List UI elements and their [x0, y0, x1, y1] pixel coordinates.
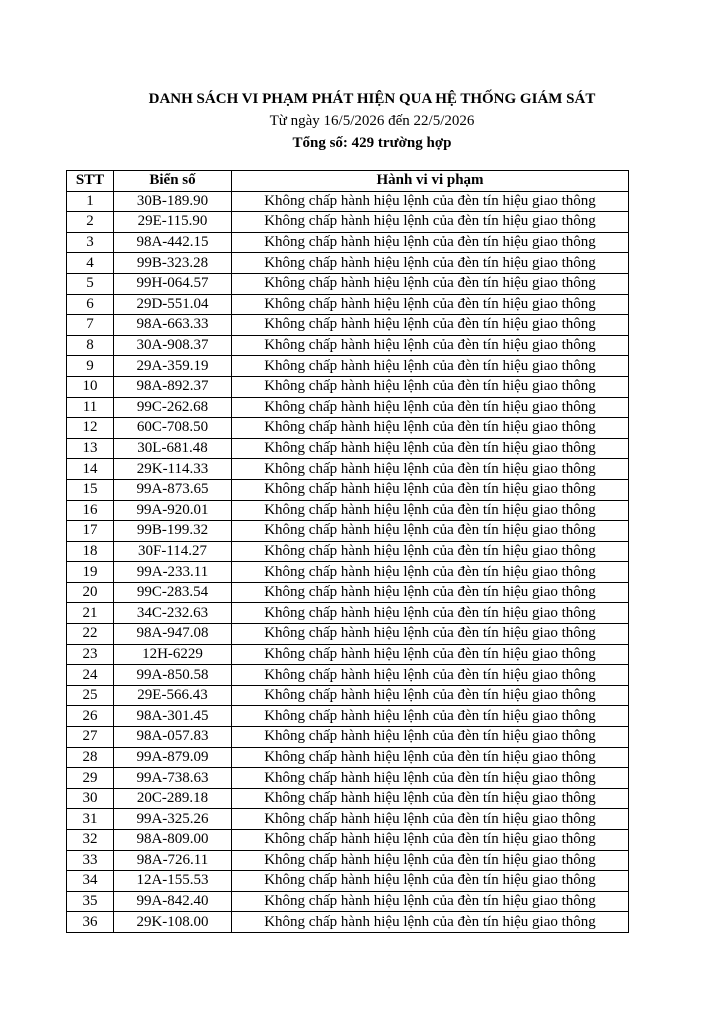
- table-header-row: [67, 171, 629, 192]
- cell-stt: 34: [67, 871, 114, 892]
- cell-plate: 60C-708.50: [114, 418, 232, 439]
- cell-plate: 98A-947.08: [114, 624, 232, 645]
- document-header: [0, 88, 724, 154]
- cell-violation: Không chấp hành hiệu lệnh của đèn tín hiệu giao thông: [232, 438, 629, 459]
- cell-stt: 17: [67, 521, 114, 542]
- cell-violation: Không chấp hành hiệu lệnh của đèn tín hiệu giao thông: [232, 644, 629, 665]
- cell-stt: 4: [67, 253, 114, 274]
- cell-plate: 99C-262.68: [114, 397, 232, 418]
- cell-violation: Không chấp hành hiệu lệnh của đèn tín hiệu giao thông: [232, 603, 629, 624]
- cell-violation: Không chấp hành hiệu lệnh của đèn tín hiệu giao thông: [232, 871, 629, 892]
- table-row: [67, 315, 629, 336]
- cell-plate: 29D-551.04: [114, 294, 232, 315]
- cell-violation: Không chấp hành hiệu lệnh của đèn tín hiệu giao thông: [232, 809, 629, 830]
- total-count: Tổng số: 429 trường hợp: [292, 135, 452, 151]
- cell-stt: 22: [67, 624, 114, 645]
- cell-plate: 29K-114.33: [114, 459, 232, 480]
- cell-stt: 35: [67, 891, 114, 912]
- cell-stt: 21: [67, 603, 114, 624]
- cell-stt: 5: [67, 273, 114, 294]
- cell-plate: 20C-289.18: [114, 788, 232, 809]
- cell-plate: 12A-155.53: [114, 871, 232, 892]
- cell-violation: Không chấp hành hiệu lệnh của đèn tín hiệu giao thông: [232, 294, 629, 315]
- cell-stt: 27: [67, 727, 114, 748]
- cell-stt: 23: [67, 644, 114, 665]
- column-header-stt: STT: [67, 171, 114, 192]
- cell-stt: 19: [67, 562, 114, 583]
- cell-violation: Không chấp hành hiệu lệnh của đèn tín hiệu giao thông: [232, 891, 629, 912]
- table-row: [67, 644, 629, 665]
- cell-plate: 99A-738.63: [114, 768, 232, 789]
- cell-plate: 99A-879.09: [114, 747, 232, 768]
- table-row: [67, 212, 629, 233]
- cell-violation: Không chấp hành hiệu lệnh của đèn tín hiệu giao thông: [232, 912, 629, 933]
- cell-violation: Không chấp hành hiệu lệnh của đèn tín hiệu giao thông: [232, 850, 629, 871]
- cell-plate: 98A-892.37: [114, 376, 232, 397]
- table-row: [67, 912, 629, 933]
- cell-plate: 99A-873.65: [114, 479, 232, 500]
- cell-violation: Không chấp hành hiệu lệnh của đèn tín hiệu giao thông: [232, 521, 629, 542]
- cell-violation: Không chấp hành hiệu lệnh của đèn tín hiệu giao thông: [232, 624, 629, 645]
- cell-stt: 7: [67, 315, 114, 336]
- cell-stt: 6: [67, 294, 114, 315]
- table-row: [67, 562, 629, 583]
- cell-plate: 34C-232.63: [114, 603, 232, 624]
- cell-stt: 15: [67, 479, 114, 500]
- cell-plate: 30F-114.27: [114, 541, 232, 562]
- cell-stt: 16: [67, 500, 114, 521]
- table-row: [67, 768, 629, 789]
- cell-plate: 29A-359.19: [114, 356, 232, 377]
- cell-stt: 33: [67, 850, 114, 871]
- table-row: [67, 335, 629, 356]
- cell-violation: Không chấp hành hiệu lệnh của đèn tín hiệu giao thông: [232, 665, 629, 686]
- cell-stt: 18: [67, 541, 114, 562]
- cell-violation: Không chấp hành hiệu lệnh của đèn tín hiệu giao thông: [232, 212, 629, 233]
- cell-violation: Không chấp hành hiệu lệnh của đèn tín hiệu giao thông: [232, 191, 629, 212]
- column-header-plate: Biển số: [114, 171, 232, 192]
- table-row: [67, 459, 629, 480]
- cell-stt: 24: [67, 665, 114, 686]
- cell-violation: Không chấp hành hiệu lệnh của đèn tín hiệu giao thông: [232, 768, 629, 789]
- cell-violation: Không chấp hành hiệu lệnh của đèn tín hiệu giao thông: [232, 315, 629, 336]
- document-title: DANH SÁCH VI PHẠM PHÁT HIỆN QUA HỆ THỐNG GIÁM SÁT: [148, 91, 596, 107]
- cell-violation: Không chấp hành hiệu lệnh của đèn tín hiệu giao thông: [232, 273, 629, 294]
- table-row: [67, 253, 629, 274]
- cell-stt: 29: [67, 768, 114, 789]
- cell-violation: Không chấp hành hiệu lệnh của đèn tín hiệu giao thông: [232, 727, 629, 748]
- cell-stt: 14: [67, 459, 114, 480]
- cell-plate: 99A-842.40: [114, 891, 232, 912]
- table-row: [67, 603, 629, 624]
- cell-plate: 99C-283.54: [114, 582, 232, 603]
- cell-violation: Không chấp hành hiệu lệnh của đèn tín hiệu giao thông: [232, 830, 629, 851]
- cell-plate: 98A-057.83: [114, 727, 232, 748]
- cell-stt: 32: [67, 830, 114, 851]
- table-row: [67, 356, 629, 377]
- cell-stt: 8: [67, 335, 114, 356]
- table-row: [67, 871, 629, 892]
- cell-stt: 36: [67, 912, 114, 933]
- cell-violation: Không chấp hành hiệu lệnh của đèn tín hiệu giao thông: [232, 335, 629, 356]
- cell-plate: 98A-442.15: [114, 232, 232, 253]
- cell-violation: Không chấp hành hiệu lệnh của đèn tín hiệu giao thông: [232, 232, 629, 253]
- table-row: [67, 809, 629, 830]
- cell-stt: 30: [67, 788, 114, 809]
- cell-plate: 99H-064.57: [114, 273, 232, 294]
- table-row: [67, 376, 629, 397]
- cell-stt: 31: [67, 809, 114, 830]
- cell-stt: 2: [67, 212, 114, 233]
- cell-plate: 29K-108.00: [114, 912, 232, 933]
- cell-violation: Không chấp hành hiệu lệnh của đèn tín hiệu giao thông: [232, 582, 629, 603]
- cell-violation: Không chấp hành hiệu lệnh của đèn tín hiệu giao thông: [232, 685, 629, 706]
- cell-plate: 29E-566.43: [114, 685, 232, 706]
- cell-plate: 99A-920.01: [114, 500, 232, 521]
- cell-violation: Không chấp hành hiệu lệnh của đèn tín hiệu giao thông: [232, 253, 629, 274]
- table-row: [67, 685, 629, 706]
- table-row: [67, 232, 629, 253]
- cell-stt: 10: [67, 376, 114, 397]
- column-header-violation: Hành vi vi phạm: [232, 171, 629, 192]
- cell-plate: 98A-663.33: [114, 315, 232, 336]
- cell-plate: 99A-233.11: [114, 562, 232, 583]
- cell-violation: Không chấp hành hiệu lệnh của đèn tín hiệu giao thông: [232, 459, 629, 480]
- cell-plate: 98A-301.45: [114, 706, 232, 727]
- cell-stt: 26: [67, 706, 114, 727]
- cell-stt: 13: [67, 438, 114, 459]
- table-row: [67, 706, 629, 727]
- cell-plate: 30A-908.37: [114, 335, 232, 356]
- cell-stt: 3: [67, 232, 114, 253]
- table-row: [67, 191, 629, 212]
- table-row: [67, 665, 629, 686]
- table-row: [67, 479, 629, 500]
- cell-plate: 29E-115.90: [114, 212, 232, 233]
- cell-violation: Không chấp hành hiệu lệnh của đèn tín hiệu giao thông: [232, 397, 629, 418]
- cell-plate: 98A-809.00: [114, 830, 232, 851]
- table-row: [67, 891, 629, 912]
- table-row: [67, 747, 629, 768]
- table-row: [67, 500, 629, 521]
- cell-plate: 30B-189.90: [114, 191, 232, 212]
- table-row: [67, 397, 629, 418]
- cell-stt: 28: [67, 747, 114, 768]
- cell-violation: Không chấp hành hiệu lệnh của đèn tín hiệu giao thông: [232, 788, 629, 809]
- cell-stt: 20: [67, 582, 114, 603]
- table-row: [67, 418, 629, 439]
- cell-plate: 12H-6229: [114, 644, 232, 665]
- cell-violation: Không chấp hành hiệu lệnh của đèn tín hiệu giao thông: [232, 479, 629, 500]
- table-row: [67, 438, 629, 459]
- cell-violation: Không chấp hành hiệu lệnh của đèn tín hiệu giao thông: [232, 541, 629, 562]
- cell-plate: 99B-199.32: [114, 521, 232, 542]
- table-row: [67, 541, 629, 562]
- cell-violation: Không chấp hành hiệu lệnh của đèn tín hiệu giao thông: [232, 747, 629, 768]
- cell-violation: Không chấp hành hiệu lệnh của đèn tín hiệu giao thông: [232, 500, 629, 521]
- table-row: [67, 830, 629, 851]
- cell-plate: 99B-323.28: [114, 253, 232, 274]
- table-row: [67, 273, 629, 294]
- cell-stt: 12: [67, 418, 114, 439]
- cell-plate: 99A-325.26: [114, 809, 232, 830]
- table-row: [67, 582, 629, 603]
- cell-plate: 99A-850.58: [114, 665, 232, 686]
- cell-violation: Không chấp hành hiệu lệnh của đèn tín hiệu giao thông: [232, 418, 629, 439]
- table-row: [67, 788, 629, 809]
- cell-plate: 98A-726.11: [114, 850, 232, 871]
- cell-violation: Không chấp hành hiệu lệnh của đèn tín hiệu giao thông: [232, 562, 629, 583]
- cell-plate: 30L-681.48: [114, 438, 232, 459]
- cell-stt: 1: [67, 191, 114, 212]
- violations-table: [66, 170, 629, 933]
- cell-violation: Không chấp hành hiệu lệnh của đèn tín hiệu giao thông: [232, 356, 629, 377]
- cell-violation: Không chấp hành hiệu lệnh của đèn tín hiệu giao thông: [232, 376, 629, 397]
- cell-stt: 25: [67, 685, 114, 706]
- cell-violation: Không chấp hành hiệu lệnh của đèn tín hiệu giao thông: [232, 706, 629, 727]
- table-row: [67, 850, 629, 871]
- cell-stt: 11: [67, 397, 114, 418]
- date-range: Từ ngày 16/5/2026 đến 22/5/2026: [269, 113, 475, 129]
- cell-stt: 9: [67, 356, 114, 377]
- table-row: [67, 294, 629, 315]
- table-row: [67, 521, 629, 542]
- table-row: [67, 624, 629, 645]
- table-row: [67, 727, 629, 748]
